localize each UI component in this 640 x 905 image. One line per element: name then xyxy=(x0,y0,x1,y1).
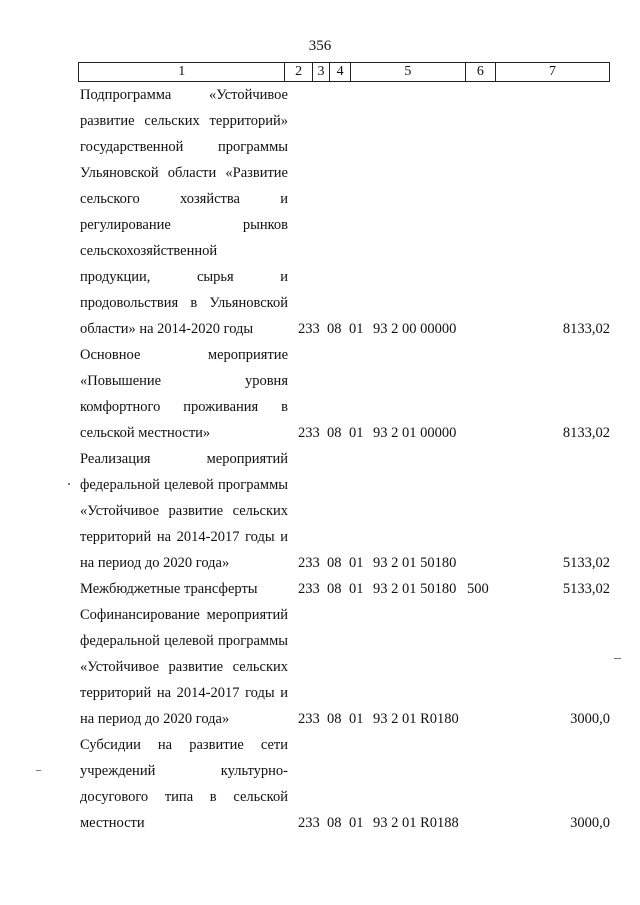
amount-value: 3000,0 xyxy=(570,815,610,831)
section-code: 08 xyxy=(327,321,342,337)
row-codes xyxy=(297,706,610,732)
budget-table-body xyxy=(0,82,640,836)
amount-value: 8133,02 xyxy=(562,425,610,441)
target-article-code: 93 2 01 R0188 xyxy=(373,815,459,831)
subsection-code: 01 xyxy=(349,815,364,831)
column-header-2: 2 xyxy=(285,63,312,82)
subsection-code: 01 xyxy=(349,555,364,571)
admin-code: 233 xyxy=(298,555,320,571)
column-header-5: 5 xyxy=(350,63,465,82)
row-description: Субсидии на развитие сети учреждений культурно-досугового типа в сельской местности xyxy=(80,737,288,831)
table-row xyxy=(0,446,640,576)
admin-code: 233 xyxy=(298,711,320,727)
row-codes xyxy=(297,810,610,836)
subsection-code: 01 xyxy=(349,321,364,337)
row-description: Межбюджетные трансферты xyxy=(80,581,258,597)
amount-value: 5133,02 xyxy=(562,555,610,571)
admin-code: 233 xyxy=(298,321,320,337)
section-code: 08 xyxy=(327,581,342,597)
admin-code: 233 xyxy=(298,425,320,441)
admin-code: 233 xyxy=(298,581,320,597)
row-description: Основное мероприятие «Повышение уровня комфортного проживания в сельской местности» xyxy=(80,347,288,441)
target-article-code: 93 2 01 50180 xyxy=(373,581,457,597)
target-article-code: 93 2 01 00000 xyxy=(373,425,457,441)
subsection-code: 01 xyxy=(349,425,364,441)
amount-value: 8133,02 xyxy=(562,321,610,337)
column-header-1: 1 xyxy=(79,63,285,82)
expense-type-code: 500 xyxy=(467,581,489,597)
column-header-7: 7 xyxy=(495,63,609,82)
row-description: Подпрограмма «Устойчивое развитие сельских территорий» государственной программы Ульяновской области «Развитие сельского хозяйства и регулирование рынков сельскохозяйственной продукции, сырья и продовольствия в Ульяновской области» на 2014-2020 годы xyxy=(80,87,288,337)
section-code: 08 xyxy=(327,555,342,571)
target-article-code: 93 2 00 00000 xyxy=(373,321,457,337)
amount-value: 3000,0 xyxy=(570,711,610,727)
row-codes xyxy=(297,576,610,602)
scan-speck xyxy=(36,770,41,771)
row-codes xyxy=(297,550,610,576)
column-number-header xyxy=(78,62,610,82)
scan-speck xyxy=(68,483,70,485)
row-description: Софинансирование мероприятий федеральной целевой программы «Устойчивое развитие сельских территорий на 2014-2017 годы и на период до 2020 года» xyxy=(80,607,288,727)
section-code: 08 xyxy=(327,815,342,831)
column-header-3: 3 xyxy=(312,63,330,82)
column-header-4: 4 xyxy=(330,63,351,82)
target-article-code: 93 2 01 R0180 xyxy=(373,711,459,727)
section-code: 08 xyxy=(327,711,342,727)
page-number: 356 xyxy=(308,38,332,54)
target-article-code: 93 2 01 50180 xyxy=(373,555,457,571)
column-header-6: 6 xyxy=(465,63,495,82)
table-row xyxy=(0,82,640,342)
table-row xyxy=(0,342,640,446)
table-row xyxy=(0,602,640,732)
section-code: 08 xyxy=(327,425,342,441)
subsection-code: 01 xyxy=(349,581,364,597)
subsection-code: 01 xyxy=(349,711,364,727)
admin-code: 233 xyxy=(298,815,320,831)
table-row xyxy=(0,732,640,836)
table-row xyxy=(0,576,640,602)
row-description: Реализация мероприятий федеральной целевой программы «Устойчивое развитие сельских территорий на 2014-2017 годы и на период до 2020 года» xyxy=(80,451,288,571)
scan-speck xyxy=(614,658,621,659)
row-codes xyxy=(297,316,610,342)
row-codes xyxy=(297,420,610,446)
amount-value: 5133,02 xyxy=(562,581,610,597)
